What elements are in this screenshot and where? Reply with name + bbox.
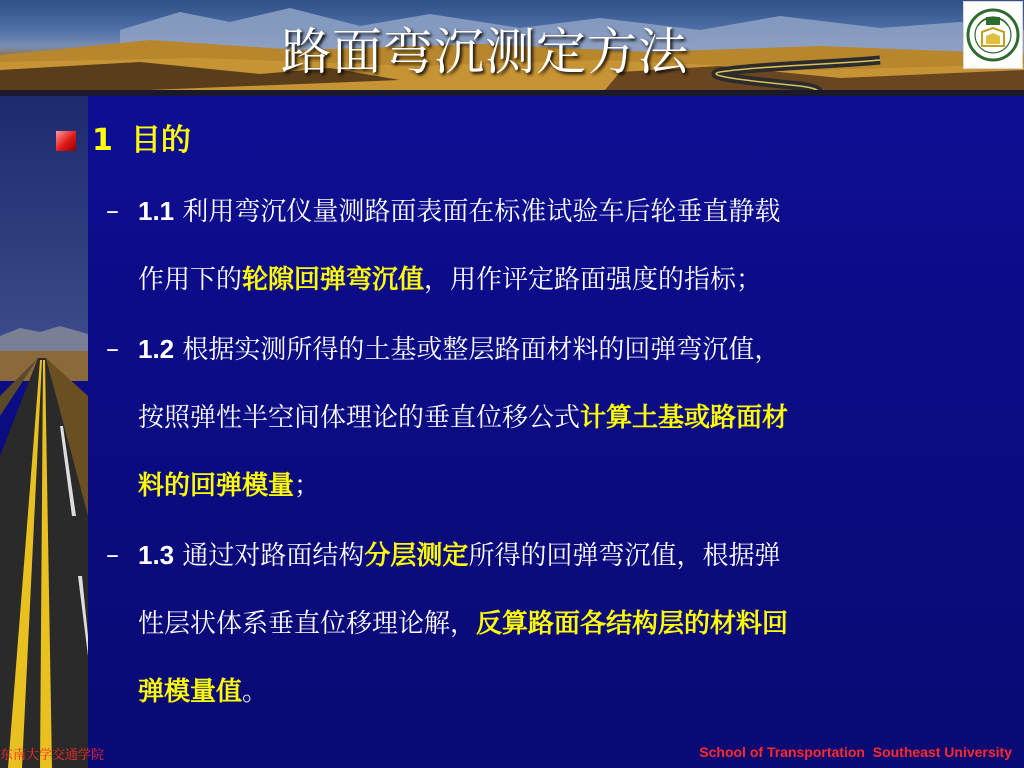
item-number: 1.1: [138, 196, 175, 226]
highlighted-text: 计算土基或路面材: [580, 403, 789, 433]
text-line: [138, 246, 1006, 314]
section-title: 目的: [130, 123, 191, 158]
text-segment: 通过对路面结构: [174, 541, 365, 571]
text-segment: 。: [242, 677, 269, 707]
text-segment: ；: [294, 471, 321, 501]
highlighted-text: 轮隙回弹弯沉值: [242, 265, 425, 295]
dash-bullet: –: [106, 540, 119, 570]
footer-right-text: School of Transportation Southeast University: [699, 744, 1012, 760]
highlighted-text: 反算路面各结构层的材料回: [476, 609, 789, 639]
text-line: [138, 521, 1006, 590]
text-segment: ，用作评定路面强度的指标；: [424, 265, 763, 295]
text-line: [138, 590, 1006, 658]
list-item: [106, 177, 1006, 314]
text-line: [138, 452, 1006, 520]
slide-title: 路面弯沉测定方法: [281, 23, 689, 81]
text-segment: 按照弹性半空间体理论的垂直位移公式: [138, 403, 581, 433]
text-segment: 所得的回弹弯沉值，根据弹: [468, 541, 781, 571]
highlighted-text: 弹模量值: [138, 677, 243, 707]
section-heading: [56, 115, 191, 167]
road-photo: [0, 96, 88, 768]
item-number: 1.3: [138, 540, 175, 570]
list-item: [106, 521, 1006, 726]
section-number: 1: [92, 123, 113, 158]
list-item: [106, 315, 1006, 520]
text-segment: 利用弯沉仪量测路面表面在标准试验车后轮垂直静载: [174, 197, 781, 227]
university-logo: [963, 1, 1023, 69]
dash-bullet: –: [106, 196, 119, 226]
highlighted-text: 料的回弹模量: [138, 471, 295, 501]
header-banner: [0, 0, 1024, 96]
item-text: [138, 177, 1006, 314]
item-text: [138, 315, 1006, 520]
text-line: [138, 384, 1006, 452]
dash-bullet: –: [106, 334, 119, 364]
item-number: 1.2: [138, 334, 175, 364]
seal-icon: [964, 2, 1022, 68]
road-image: [0, 96, 88, 768]
item-text: [138, 521, 1006, 726]
bullet-icon: [56, 131, 76, 151]
highlighted-text: 分层测定: [364, 541, 469, 571]
text-line: [138, 658, 1006, 726]
text-line: [138, 177, 1006, 246]
footer-left-text: 东南大学交通学院: [0, 748, 105, 763]
text-segment: 性层状体系垂直位移理论解，: [138, 609, 477, 639]
text-segment: 作用下的: [138, 265, 243, 295]
text-segment: 根据实测所得的土基或整层路面材料的回弹弯沉值，: [174, 335, 781, 365]
text-line: [138, 315, 1006, 384]
